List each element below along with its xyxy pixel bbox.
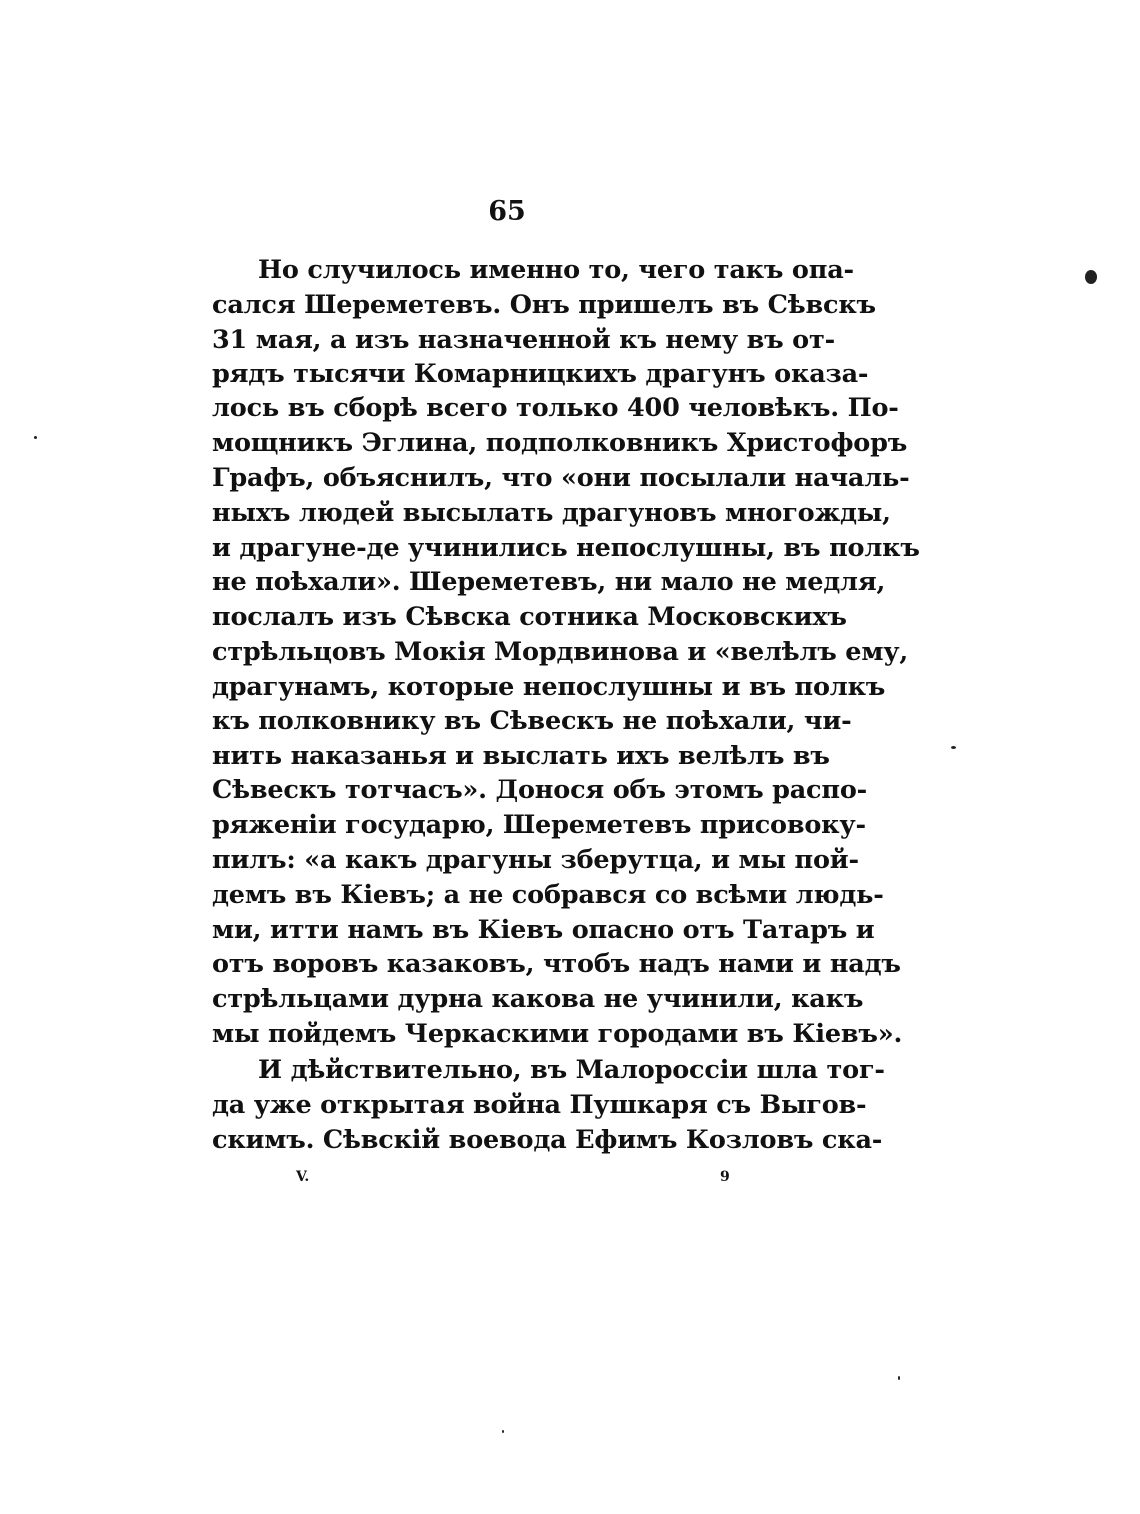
text-line: мы пойдемъ Черкаскими городами въ Кіевъ». — [212, 1019, 903, 1049]
text-line: къ полковнику въ Сѣвескъ не поѣхали, чи- — [212, 706, 852, 736]
text-line: мощникъ Эглина, подполковникъ Христофоръ — [212, 428, 908, 458]
text-line: стрѣльцовъ Мокія Мордвинова и «велѣлъ ему, — [212, 637, 909, 667]
ink-speck — [34, 436, 37, 439]
page-number: 65 — [488, 196, 526, 227]
text-line: не поѣхали». Шереметевъ, ни мало не медля, — [212, 567, 886, 597]
text-line: демъ въ Кіевъ; а не собрався со всѣми людь- — [212, 880, 884, 910]
ink-blot — [1085, 270, 1097, 284]
text-line: ныхъ людей высылать драгуновъ многожды, — [212, 498, 891, 528]
text-line: Графъ, объяснилъ, что «они посылали началь- — [212, 463, 910, 493]
ink-speck — [951, 746, 956, 749]
text-line: сался Шереметевъ. Онъ пришелъ въ Сѣвскъ — [212, 290, 876, 320]
text-line: отъ воровъ казаковъ, чтобъ надъ нами и надъ — [212, 949, 901, 979]
text-line: послалъ изъ Сѣвска сотника Московскихъ — [212, 602, 847, 632]
ink-speck — [898, 1376, 900, 1380]
signature-mark: V. — [296, 1169, 310, 1185]
text-line: стрѣльцами дурна какова не учинили, какъ — [212, 984, 864, 1014]
text-line: ряженіи государю, Шереметевъ присовоку- — [212, 810, 866, 840]
text-line: и драгуне-де учинились непослушны, въ полкъ — [212, 533, 920, 563]
text-line: рядъ тысячи Комарницкихъ драгунъ оказа- — [212, 359, 869, 389]
text-line: Сѣвескъ тотчасъ». Донося объ этомъ распо- — [212, 775, 868, 805]
text-line: да уже открытая война Пушкаря съ Выгов- — [212, 1090, 867, 1120]
text-line: И дѣйствительно, въ Малороссіи шла тог- — [258, 1055, 885, 1085]
text-line: ми, итти намъ въ Кіевъ опасно отъ Татаръ и — [212, 915, 875, 945]
text-line: скимъ. Сѣвскій воевода Ефимъ Козловъ ска- — [212, 1125, 883, 1155]
text-line: Но случилось именно то, чего такъ опа- — [258, 255, 854, 285]
text-line: нить наказанья и выслать ихъ велѣлъ въ — [212, 741, 830, 771]
text-line: 31 мая, а изъ назначенной къ нему въ от- — [212, 325, 835, 355]
text-line: драгунамъ, которые непослушны и въ полкъ — [212, 672, 886, 702]
text-line: пилъ: «а какъ драгуны зберутца, и мы пой- — [212, 845, 859, 875]
signature-number: 9 — [720, 1169, 730, 1185]
text-line: лось въ сборѣ всего только 400 человѣкъ. По- — [212, 393, 899, 423]
ink-speck — [502, 1430, 504, 1433]
